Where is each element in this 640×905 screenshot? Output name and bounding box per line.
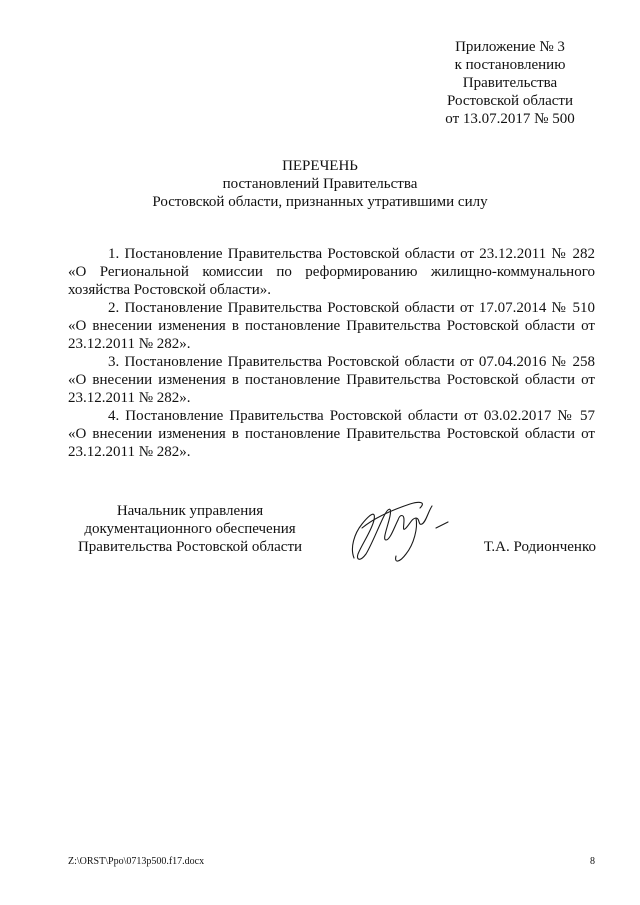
appendix-line-1: Приложение № 3 [455, 39, 565, 55]
signatory-position-line-3: Правительства Ростовской области [77, 539, 303, 555]
signatory-position-line-1: Начальник управления [116, 503, 264, 519]
signatory-position [60, 502, 320, 556]
resolution-list [68, 245, 595, 461]
appendix-line-5: от 13.07.2017 № 500 [445, 111, 575, 127]
appendix-line-4: Ростовской области [447, 93, 573, 109]
handwritten-signature [340, 488, 460, 570]
page-number: 8 [590, 856, 595, 867]
document-heading [100, 157, 540, 211]
footer-file-path: Z:\ORST\Ppo\0713p500.f17.docx [68, 856, 205, 867]
list-item: 1. Постановление Правительства Ростовской области от 23.12.2011 № 282 «О Региональной комиссии по реформированию жилищно-коммунального хозяйства Ростовской области». [68, 246, 595, 298]
appendix-line-2: к постановлению [454, 57, 566, 73]
signatory-position-line-2: документационного обеспечения [84, 521, 296, 537]
heading-line-3: Ростовской области, признанных утратившими силу [152, 194, 488, 210]
appendix-header [420, 38, 600, 128]
heading-title: ПЕРЕЧЕНЬ [282, 158, 358, 174]
list-item: 3. Постановление Правительства Ростовской области от 07.04.2016 № 258 «О внесении изменения в постановление Правительства Ростовской области от 23.12.2011 № 282». [68, 354, 595, 406]
heading-line-2: постановлений Правительства [222, 176, 418, 192]
list-item: 4. Постановление Правительства Ростовской области от 03.02.2017 № 57 «О внесении изменения в постановление Правительства Ростовской области от 23.12.2011 № 282». [68, 408, 595, 460]
list-item: 2. Постановление Правительства Ростовской области от 17.07.2014 № 510 «О внесении изменения в постановление Правительства Ростовской области от 23.12.2011 № 282». [68, 300, 595, 352]
signatory-name: Т.А. Родионченко [483, 539, 596, 555]
appendix-line-3: Правительства [462, 75, 558, 91]
